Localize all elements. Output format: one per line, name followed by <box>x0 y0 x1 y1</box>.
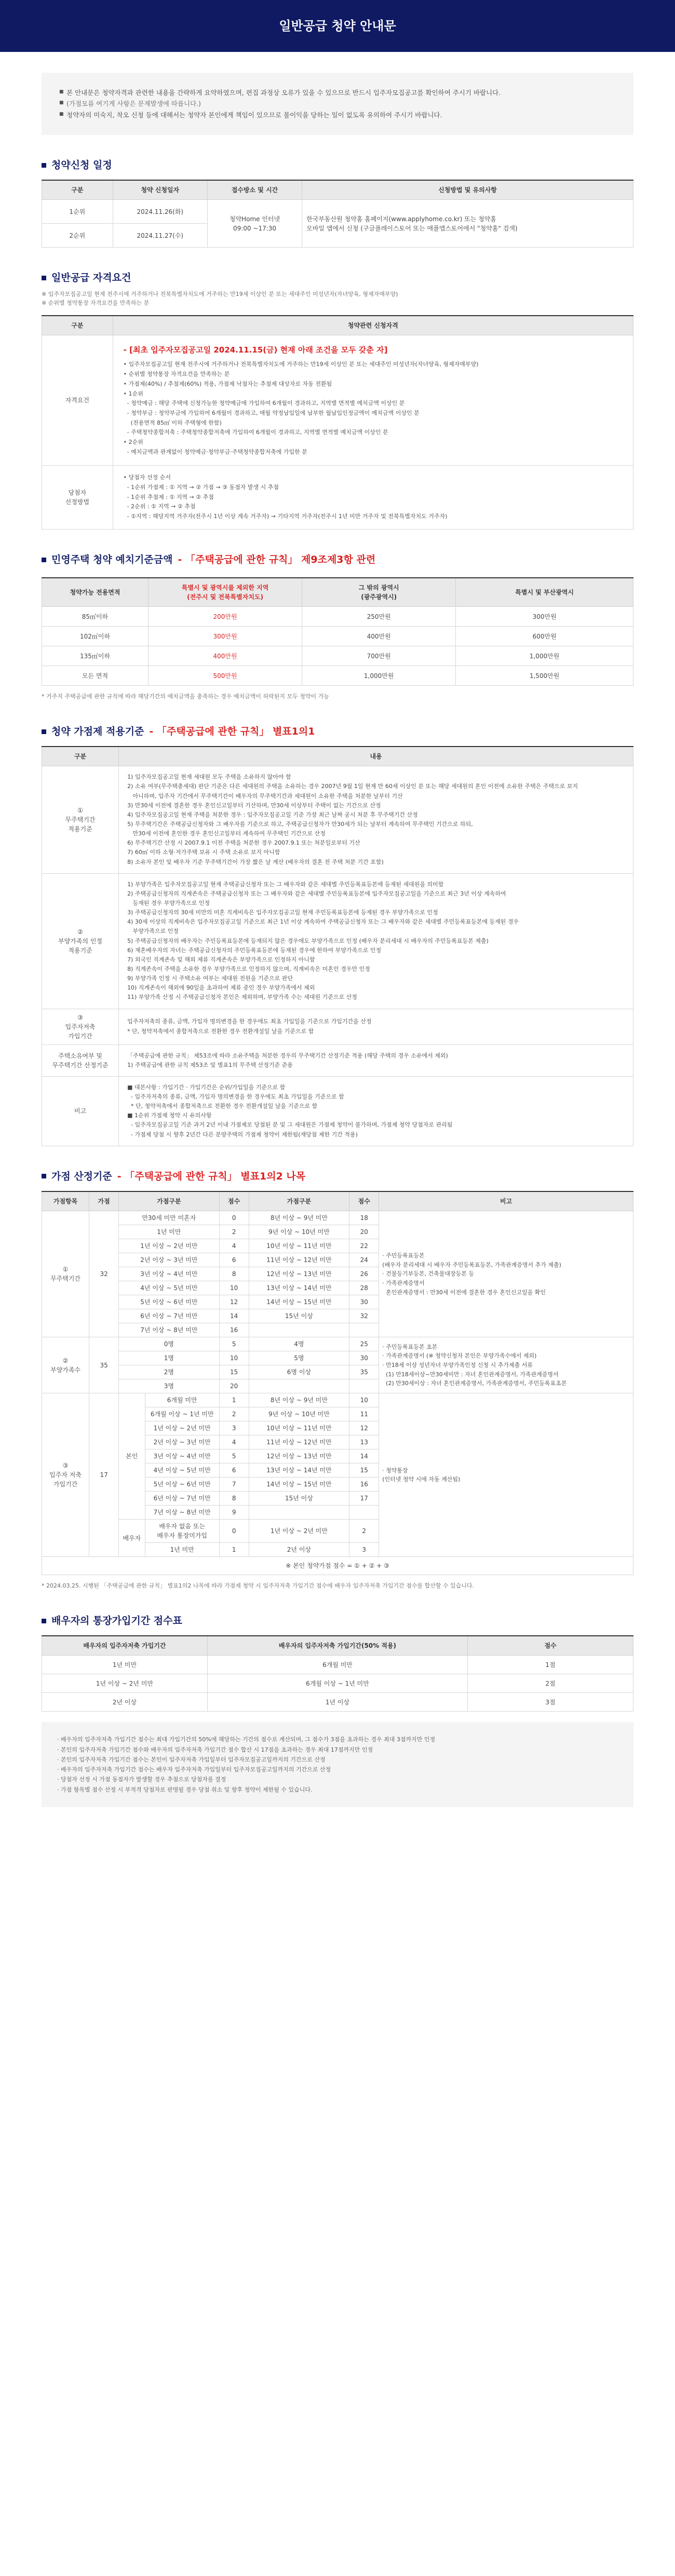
deposit-note: * 거주지 주택공급에 관한 규칙에 따라 해당기간의 예치금액을 충족하는 경우 예치금액이 허락된지 모두 청약이 가능 <box>42 693 329 700</box>
score-range: 6개월 이상 ~ 1년 미만 <box>145 1407 219 1421</box>
score-range: 7년 이상 ~ 8년 미만 <box>119 1323 220 1337</box>
notice-item: ■ 본 안내문은 청약자격과 관련한 내용을 간략하게 요약하였으며, 편집 과정상 오류가 있을 수 있으므로 반드시 입주자모집공고를 확인하여 주시기 바랍니다. <box>59 87 616 98</box>
table-cell: 200만원 <box>148 607 302 627</box>
table-row <box>42 607 633 627</box>
list-line: 3) 만30세 이전에 결혼한 경우 혼인신고일부터 기산하며, 만30세 이상부터 주택이 없는 기간으로 산정 <box>127 802 381 809</box>
list-line: 입주자저축의 종류, 금액, 가입자 명의변경을 한 경우에도 최초 가입일을 기준으로 가입기간을 산정 <box>127 1018 372 1025</box>
deposit-table: 청약가능 전용면적 특별시 및 광역시를 제외한 지역 (전주시 및 전북특별자치도) 그 밖의 광역시 (광주광역시) 특별시 및 부산광역시 85㎡이하 200만원 250만원 300만원 102㎡이하 300만원 400만원 600만원 135㎡이하 400만원 700만원 1,000만원 모든 면적 500만원 1,000만원 1,500만원 <box>42 577 633 686</box>
score-value: 5 <box>219 1337 249 1351</box>
page-header <box>0 0 675 52</box>
list-line: ■ 1순위 가점제 청약 시 유의사항 <box>127 1112 212 1119</box>
list-line: 4) 30세 이상의 직계비속은 입주자모집공고일 기준으로 최근 1년 이상 계속하여 주택공급신청자 또는 그 배우자와 같은 세대별 주민등록표등본에 등재된 경우 <box>127 918 519 926</box>
section-title-score: 가점 산정기준 - 「주택공급에 관한 규칙」 별표1의2 나목 <box>42 1169 633 1184</box>
list-line: • 당첨자 선정 순서 <box>123 474 171 481</box>
notice-item: ■ 청약자의 미숙지, 착오 신청 등에 대해서는 청약자 본인에게 책임이 있으므로 불이익을 당하는 일이 없도록 유의하여 주시기 바랍니다. <box>59 110 616 120</box>
table-cell: 모든 면적 <box>42 666 148 686</box>
table-row <box>42 1337 633 1351</box>
score-group-label: ② 부양가족수 <box>42 1337 89 1393</box>
list-line: - 2순위 : ① 지역 → ② 추첨 <box>123 503 196 510</box>
list-line: · 건물등기부등본, 건축물대장등본 등 <box>382 1270 475 1278</box>
list-line: (전용면적 85㎡ 이하 주택형에 한함) <box>123 419 222 426</box>
note-line: · 가점 항목별 점수 산정 시 부적격 당첨자로 판명될 경우 당첨 취소 및 향후 청약이 제한될 수 있습니다. <box>57 1786 313 1793</box>
list-line: 부양가족으로 인정 <box>127 928 179 935</box>
list-line: 10) 직계존속이 해외에 90일을 초과하여 체류 중인 경우 부양가족에서 제외 <box>127 984 315 992</box>
list-line: 4) 입주자모집공고일 현재 주택을 처분한 경우 : 입주자모집공고일 기준 가장 최근 날짜 공시 처분 후 무주택기간 산정 <box>127 811 418 818</box>
list-line: - 입주자모집공고일 기준 과거 2년 이내 가점제로 당첨된 분 및 그 세대원은 가점제 청약이 불가하며, 가점제 청약 당첨자로 관리됨 <box>127 1121 453 1129</box>
table-row <box>42 646 633 666</box>
score-range: 3년 이상 ~ 4년 미만 <box>145 1449 219 1463</box>
list-line: 2) 소유 여부(무주택총세대) 판단 기준은 다른 세대원의 주택을 소유하는 경우 2007년 9월 1일 현재 만 60세 이상인 분 또는 해당 세대원의 혼인 이전에 소유한 주택은 주택으로 보지 <box>127 783 578 790</box>
list-line: - 청약예금 : 해당 주택에 신청가능한 청약예금에 가입하여 6개월이 경과하고, 지역별 면적별 예치금액 이상인 분 <box>123 400 405 407</box>
score-range <box>249 1323 349 1337</box>
score-range: 5명 <box>249 1351 349 1365</box>
table-row <box>42 1693 633 1712</box>
score-range: 0명 <box>119 1337 220 1351</box>
table-cell: 2년 이상 <box>42 1693 208 1712</box>
table-row <box>42 1393 633 1407</box>
table-cell: 1,000만원 <box>302 666 456 686</box>
list-line: • 순위별 청약통장 자격요건을 만족하는 분 <box>123 371 230 378</box>
table-cell: 1년 이상 ~ 2년 미만 <box>42 1674 208 1693</box>
table-row <box>42 1674 633 1693</box>
score-range: 9년 이상 ~ 10년 미만 <box>249 1407 349 1421</box>
list-line: (배우자 분리세대 시 배우자 주민등록표등본, 가족관계증명서 추가 제출) <box>382 1261 561 1268</box>
list-line: * 단, 청약저축에서 종합저축으로 전환한 경우 전환개설일 날을 기준으로 함 <box>127 1103 318 1110</box>
table-cell: 300만원 <box>456 607 633 627</box>
note-line: · 본인의 입주자저축 가입기간 점수는 본인이 입주자저축 가입일부터 입주자모집공고일까지의 기간으로 산정 <box>57 1756 326 1763</box>
score-value: 22 <box>349 1239 379 1253</box>
table-cell: 1점 <box>468 1656 633 1674</box>
score-value: 7 <box>219 1477 249 1492</box>
list-line: 6) 재혼배우자의 자녀는 주택공급신청자의 주민등록표등본에 등재된 경우에 한하여 부양가족으로 인정 <box>127 946 382 954</box>
criteria-table: 구분 내용 ① 무주택기간 적용기준 1) 입주자모집공고일 현재 세대원 모두 주택을 소유하지 않아야 함 2) 소유 여부(무주택총세대) 판단 기준은 다른 세대원의 주택을 소유하는 경우 2007년 9월 1일 현재 만 60세 이상인 분 또는 해당 세대원의 혼인 이전에 소유한 주택은 주택으로 보지 아니하며, 입주자 기간에서 무주택기간이 배우자의 무주택기간과 세대원이 소유한 주택을 처분한 날부터 기산 3) 만30세 이전에 결혼한 경우 혼인신고일부터 기산하며, 만30세 이상부터 주택이 없는 기간으로 산정 4) 입주자모집공고일 현재 주택을 처분한 경우 : 입주자모집공고일 기준 가장 최근 날짜 공시 처분 후 무주택기간 산정 5) 무주택기간은 주택공급신청자와 그 배우자를 기준으로 하고, 주택공급신청자가 만30세가 되는 날부터 계속하여 무주택인 기간으로 하되, 만30세 이전에 혼인한 경우 혼인신고일부터 계속하여 무주택인 기간으로 산정 6) 무주택기간 산정 시 2007.9.1 이전 주택을 처분한 경우 2007.9.1 또는 처분일로부터 기산 7) 60㎡ 이하 소형·저가주택 보유 시 주택 소유로 보지 아니함 8) 소유자 본인 및 배우자 기준 무주택기간이 가장 짧은 날 계산 (배우자의 결혼 전 주택 처분 기간 포함) ② 부양가족의 인정 적용기준 1) 부양가족은 입주자모집공고일 현재 주택공급신청자 또는 그 배우자와 같은 세대별 주민등록표등본에 등재된 세대원을 의미함 2) 주택공급신청자의 직계존속은 주택공급신청자 또는 그 배우자와 같은 세대별 주민등록표등본에 입주자모집공고일을 기준으로 최근 3년 이상 계속하여 등재된 경우 부양가족으로 인정 3) 주택공급신청자의 30세 미만의 미혼 직계비속은 입주자모집공고일 현재 주민등록표등본에 등재된 경우 부양가족으로 인정 4) 30세 이상의 직계비속은 입주자모집공고일 기준으로 최근 1년 이상 계속하여 주택공급신청자 또는 그 배우자와 같은 세대별 주민등록표등본에 등재된 경우 부양가족으로 인정 5) 주택공급신청자의 배우자는 주민등록표등본에 등재되지 않은 경우에도 부양가족으로 인정 (배우자 분리세대 시 배우자의 주민등록표등본 제출) 6) 재혼배우자의 자녀는 주택공급신청자의 주민등록표등본에 등재된 경우에 한하여 부양가족으로 인정 7) 외국인 직계존속 및 해외 체류 직계존속은 부양가족으로 인정하지 아니함 8) 직계존속이 주택을 소유한 경우 부양가족으로 인정하지 않으며, 직계비속은 미혼인 경우만 인정 9) 부양가족 인정 시 주택소유 여부는 세대원 전원을 기준으로 판단 10) 직계존속이 해외에 90일을 초과하여 체류 중인 경우 부양가족에서 제외 11) 부양가족 산정 시 주택공급신청자 본인은 제외하며, 부양가족 수는 세대원 기준으로 산정 ③ 입주자저축 가입기간 입주자저축의 종류, 금액, 가입자 명의변경을 한 경우에도 최초 가입일을 기준으로 가입기간을 산정 * 단, 청약저축에서 종합저축으로 전환한 경우 전환개설일 날을 기준으로 함 주택소유여부 및 무주택기간 산정기준 「주택공급에 관한 규칙」 제53조에 따라 소유주택을 처분한 경우의 무주택기간 산정기준 적용 (해당 주택의 경우 소유에서 제외) 1) 주택공급에 관한 규칙 제53조 및 별표1의 무주택 산정기준 준용 비고 ■ 대본사항 : 가입기간 · 가입기간은 순위/가입일을 기준으로 함 - 입주자저축의 종류, 금액, 가입자 명의변경을 한 경우에도 최초 가입일을 기준으로 함 * 단, 청약저축에서 종합저축으로 전환한 경우 전환개설일 날을 기준으로 함 ■ 1순위 가점제 청약 시 유의사항 - 입주자모집공고일 기준 과거 2년 이내 가점제로 당첨된 분 및 그 세대원은 가점제 청약이 불가하며, 가점제 청약 당첨자로 관리됨 - 가점제 당첨 시 향후 2년간 다른 분양주택의 가점제 청약이 제한됨(재당첨 제한 기간 적용) <box>42 746 633 1146</box>
score-range: 2년 이상 ~ 3년 미만 <box>119 1253 220 1267</box>
score-sub-label: 배우자 <box>119 1520 145 1557</box>
list-line: - 가점제 당첨 시 향후 2년간 다른 분양주택의 가점제 청약이 제한됨(재당첨 제한 기간 적용) <box>127 1131 358 1138</box>
table-row <box>42 627 633 646</box>
list-line: · 가족관계증명서 <box>382 1280 425 1286</box>
score-range: 13년 이상 ~ 14년 미만 <box>249 1281 349 1295</box>
list-line: - 주택청약종합저축 : 주택청약종합저축에 가입하여 6개월이 경과하고, 지역별 면적별 예치금액 이상인 분 <box>123 429 388 436</box>
section-title-deposit: 민영주택 청약 예치기준금액 - 「주택공급에 관한 규칙」 제9조제3항 관련 <box>42 552 633 567</box>
score-value: 20 <box>219 1379 249 1393</box>
list-line: 혼인관계증명서 : 만30세 이전에 결혼한 경우 혼인신고일을 확인 <box>382 1289 546 1296</box>
list-line: - 1순위 가점제 : ① 지역 → ② 가점 → ③ 동점자 발생 시 추첨 <box>123 484 279 491</box>
list-line: ■ 대본사항 : 가입기간 · 가입기간은 순위/가입일을 기준으로 함 <box>127 1083 286 1091</box>
score-value: 5 <box>219 1449 249 1463</box>
score-value: 20 <box>349 1225 379 1239</box>
score-range: 배우자 없음 또는 배우자 통장미가입 <box>145 1520 219 1543</box>
section-title-spouse: 배우자의 통장가입기간 점수표 <box>42 1614 633 1629</box>
row-content <box>119 1045 633 1076</box>
score-table: 가점항목 가점 가점구분 점수 가점구분 점수 비고 ① 무주택기간 32 만30세 미만 미혼자 0 8년 이상 ~ 9년 미만 18 · 주민등록표등본 (배우자 분리세대 시 배우자 주민등록표등본, 가족관계증명서 추가 제출) · 건물등기부등본, 건축물대장등본 등 · 가족관계증명서 혼인관계증명서 : 만30세 이전에 결혼한 경우 혼인신고일을 확인 1년 미만 2 9년 이상 ~ 10년 미만 20 1년 이상 ~ 2년 미만 4 10년 이상 ~ 11년 미만 22 2년 이상 ~ 3년 미만 6 11년 이상 ~ 12년 미만 24 3년 이상 ~ 4년 미만 8 12년 이상 ~ 13년 미만 26 4년 이상 ~ 5년 미만 10 13년 이상 ~ 14년 미만 28 5년 이상 ~ 6년 미만 12 14년 이상 ~ 15년 미만 30 6년 이상 ~ 7년 미만 14 15년 이상 32 7년 이상 ~ 8년 미만 16 ② 부양가족수 35 0명 5 4명 25 · 주민등록표등본 초본 · 가족관계증명서 (※ 청약신청자 본인은 부양가족수에서 제외) · 만18세 이상 성년자녀 부양가족인정 신청 시 추가제출 서류 (1) 만18세이상~만30세미만 : 자녀 혼인관계증명서, 가족관계증명서 (2) 만30세이상 : 자녀 혼인관계증명서, 가족관계증명서, 주민등록표초본 1명 10 5명 30 2명 15 6명 이상 35 3명 20 ③ 입주자 저축 가입기간 17 본인 6개월 미만 1 8년 이상 ~ 9년 미만 10 · 청약통장 (인터넷 청약 시에 자동 계산됨) 6개월 이상 ~ 1년 미만 2 9년 이상 ~ 10년 미만 11 1년 이상 ~ 2년 미만 3 10년 이상 ~ 11년 미만 12 2년 이상 ~ 3년 미만 4 11년 이상 ~ 12년 미만 13 3년 이상 ~ 4년 미만 5 12년 이상 ~ 13년 미만 14 4년 이상 ~ 5년 미만 6 13년 이상 ~ 14년 미만 15 5년 이상 ~ 6년 미만 7 14년 이상 ~ 15년 미만 16 6년 이상 ~ 7년 미만 8 15년 이상 17 7년 이상 ~ 8년 미만 9 배우자 배우자 없음 또는 배우자 통장미가입 0 1년 이상 ~ 2년 미만 2 1년 미만 1 2년 이상 3 ※ 본인 청약가점 점수 = ① + ② + ③ <box>42 1191 633 1575</box>
score-value: 24 <box>349 1253 379 1267</box>
row-content <box>119 1076 633 1146</box>
score-range: 3명 <box>119 1379 220 1393</box>
table-cell: 300만원 <box>148 627 302 646</box>
schedule-table: 구분 청약 신청일자 접수방소 및 시간 신청방법 및 유의사항 1순위 2024.11.26(화) 청약Home 인터넷 09:00 ~17:30 한국부동산원 청약홈 홈페이지(www.applyhome.co.kr) 또는 청약홈 모바일 앱에서 신청 (구글플레이스토어 또는 애플앱스토어에서 "청약홈" 검색) 2순위 2024.11.27(수) <box>42 180 633 248</box>
qualification-note: ※ 입주자모집공고일 현재 전주시에 거주하거나 전북특별자치도에 거주하는 만19세 이상인 분 또는 세대주인 미성년자(자녀양육, 형제자매부양) <box>42 290 398 297</box>
row-content <box>119 873 633 1009</box>
list-line: 7) 60㎡ 이하 소형·저가주택 보유 시 주택 소유로 보지 아니함 <box>127 849 280 856</box>
table-row <box>42 1045 633 1076</box>
score-range: 1년 미만 <box>119 1225 220 1239</box>
score-value: 16 <box>349 1477 379 1492</box>
note-line: · 당첨자 선정 시 가점 동점자가 발생할 경우 추첨으로 당첨자를 결정 <box>57 1776 226 1783</box>
table-cell: 700만원 <box>302 646 456 666</box>
section-title-qualification: 일반공급 자격요건 <box>42 270 633 286</box>
score-range: 10년 이상 ~ 11년 미만 <box>249 1421 349 1435</box>
score-range: 2명 <box>119 1365 220 1379</box>
row-content <box>119 766 633 873</box>
score-value: 0 <box>219 1520 249 1543</box>
score-value: 4 <box>219 1239 249 1253</box>
score-value: 9 <box>219 1506 249 1520</box>
list-line: (인터넷 청약 시에 자동 계산됨) <box>382 1476 461 1483</box>
list-line: (2) 만30세이상 : 자녀 혼인관계증명서, 가족관계증명서, 주민등록표초본 <box>382 1380 567 1387</box>
table-cell: 400만원 <box>302 627 456 646</box>
score-range: 11년 이상 ~ 12년 미만 <box>249 1435 349 1449</box>
score-value: 6 <box>219 1463 249 1477</box>
list-line: 1) 주택공급에 관한 규칙 제53조 및 별표1의 무주택 산정기준 준용 <box>127 1061 293 1068</box>
table-cell: 600만원 <box>456 627 633 646</box>
score-range: 6개월 미만 <box>145 1393 219 1407</box>
score-range: 9년 이상 ~ 10년 미만 <box>249 1225 349 1239</box>
list-line: - 입주자저축의 종류, 금액, 가입자 명의변경을 한 경우에도 최초 가입일을 기준으로 함 <box>127 1093 344 1100</box>
score-value <box>349 1379 379 1393</box>
score-value: 13 <box>349 1435 379 1449</box>
score-value: 2 <box>219 1225 249 1239</box>
score-value: 32 <box>349 1309 379 1323</box>
score-range: 8년 이상 ~ 9년 미만 <box>249 1393 349 1407</box>
score-range: 3년 이상 ~ 4년 미만 <box>119 1267 220 1281</box>
list-line: • 1순위 <box>123 390 143 397</box>
score-note <box>379 1211 633 1337</box>
score-range: 4명 <box>249 1337 349 1351</box>
score-value: 8 <box>219 1492 249 1506</box>
score-range: 1년 이상 ~ 2년 미만 <box>249 1520 349 1543</box>
list-line: 1) 입주자모집공고일 현재 세대원 모두 주택을 소유하지 않아야 함 <box>127 774 291 781</box>
score-value: 15 <box>349 1463 379 1477</box>
list-line: 8) 직계존속이 주택을 소유한 경우 부양가족으로 인정하지 않으며, 직계비속은 미혼인 경우만 인정 <box>127 966 370 973</box>
score-value: 15 <box>219 1365 249 1379</box>
list-line: 만30세 이전에 혼인한 경우 혼인신고일부터 계속하여 무주택인 기간으로 산정 <box>127 830 326 837</box>
score-range: 8년 이상 ~ 9년 미만 <box>249 1211 349 1225</box>
score-value: 17 <box>349 1492 379 1506</box>
list-line: 1) 부양가족은 입주자모집공고일 현재 주택공급신청자 또는 그 배우자와 같은 세대별 주민등록표등본에 등재된 세대원을 의미함 <box>127 880 444 888</box>
score-sub-label: 본인 <box>119 1393 145 1520</box>
table-row <box>42 666 633 686</box>
table-row <box>42 873 633 1009</box>
qualification-note: ※ 순위별 청약통장 자격요건을 만족하는 분 <box>42 300 150 307</box>
spouse-table: 배우자의 입주자저축 가입기간 배우자의 입주자저축 가입기간(50% 적용) 점수 1년 미만 6개월 미만 1점 1년 이상 ~ 2년 미만 6개월 이상 ~ 1년 미만 2점 2년 이상 1년 이상 3점 <box>42 1635 633 1712</box>
score-value: 3 <box>349 1543 379 1557</box>
list-line: - 1순위 추첨제 : ① 지역 → ② 추첨 <box>123 493 214 500</box>
list-line: · 만18세 이상 성년자녀 부양가족인정 신청 시 추가제출 서류 <box>382 1361 533 1368</box>
score-value: 4 <box>219 1435 249 1449</box>
score-range: 4년 이상 ~ 5년 미만 <box>119 1281 220 1295</box>
score-range: 13년 이상 ~ 14년 미만 <box>249 1463 349 1477</box>
score-range: 15년 이상 <box>249 1309 349 1323</box>
score-value: 2 <box>219 1407 249 1421</box>
bullet-square-icon <box>42 558 46 562</box>
table-cell: 6개월 이상 ~ 1년 미만 <box>207 1674 467 1693</box>
score-value: 30 <box>349 1351 379 1365</box>
notice-box <box>42 73 633 135</box>
note-line: · 배우자의 입주자저축 가입기간 점수는 최대 가입기간의 50%에 해당하는 기간의 점수로 계산되며, 그 점수가 3점을 초과하는 경우 최대 3점까지만 인정 <box>57 1736 436 1743</box>
table-cell: 250만원 <box>302 607 456 627</box>
score-range: 7년 이상 ~ 8년 미만 <box>145 1506 219 1520</box>
score-value: 8 <box>219 1267 249 1281</box>
score-range: 12년 이상 ~ 13년 미만 <box>249 1449 349 1463</box>
bullet-square-icon <box>42 1619 46 1623</box>
list-line: • 입주자모집공고일 현재 전주시에 거주하거나 전북특별자치도에 거주하는 만19세 이상인 분 또는 세대주인 미성년자(자녀양육, 형제자매부양) <box>123 361 479 368</box>
score-range: 14년 이상 ~ 15년 미만 <box>249 1295 349 1309</box>
table-cell: 400만원 <box>148 646 302 666</box>
score-value: 25 <box>349 1337 379 1351</box>
table-cell: 85㎡이하 <box>42 607 148 627</box>
score-range: 12년 이상 ~ 13년 미만 <box>249 1267 349 1281</box>
table-cell: 135㎡이하 <box>42 646 148 666</box>
score-value: 10 <box>349 1393 379 1407</box>
score-range: 2년 이상 <box>249 1543 349 1557</box>
score-footnote: * 2024.03.25. 시행된 「주택공급에 관한 규칙」 별표1의2 나목에 따라 가점제 청약 시 입주자저축 가입기간 점수에 배우자 입주자저축 가입기간 점수를 합산할 수 있습니다. <box>42 1582 475 1590</box>
list-line: 「주택공급에 관한 규칙」 제53조에 따라 소유주택을 처분한 경우의 무주택기간 산정기준 적용 (해당 주택의 경우 소유에서 제외) <box>127 1052 448 1059</box>
score-range: 10년 이상 ~ 11년 미만 <box>249 1239 349 1253</box>
score-total: ※ 본인 청약가점 점수 = ① + ② + ③ <box>42 1557 633 1575</box>
list-line: · 가족관계증명서 (※ 청약신청자 본인은 부양가족수에서 제외) <box>382 1352 537 1360</box>
score-range <box>249 1379 349 1393</box>
section-title-criteria: 청약 가점제 적용기준 - 「주택공급에 관한 규칙」 별표1의1 <box>42 724 633 739</box>
table-cell: 500만원 <box>148 666 302 686</box>
table-row: 자격요건 - [최초 입주자모집공고일 2024.11.15(금) 현재 아래 조건을 모두 갖춘 자] • 입주자모집공고일 현재 전주시에 거주하거나 전북특별자치도에 거주하는 만19세 이상인 분 또는 세대주인 미성년자(자녀양육, 형제자매부양) • 순위별 청약통장 자격요건을 만족하는 분 • 가점제(40%) / 추첨제(60%) 적용, 가점제 낙첨자는 추첨제 대상자로 자동 전환됨 • 1순위 - 청약예금 : 해당 주택에 신청가능한 청약예금에 가입하여 6개월이 경과하고, 지역별 면적별 예치금액 이상인 분 - 청약부금 : 청약부금에 가입하여 6개월이 경과하고, 매월 약정납입일에 납부한 월납입인정금액이 예치금액 이상인 분 (전용면적 85㎡ 이하 주택형에 한함) - 주택청약종합저축 : 주택청약종합저축에 가입하여 6개월이 경과하고, 지역별 면적별 예치금액 이상인 분 • 2순위 - 예치금액과 관계없이 청약예금·청약부금·주택청약종합저축에 가입한 분 <box>42 335 633 465</box>
list-line: • 2순위 <box>123 438 143 445</box>
list-line: * 단, 청약저축에서 종합저축으로 전환한 경우 전환개설일 날을 기준으로 함 <box>127 1027 314 1035</box>
list-line: - ①지역 : 해당지역 거주자(전주시 1년 이상 계속 거주자) → 기타지역 거주자(전주시 1년 미만 거주자 및 전북특별자치도 거주자) <box>123 513 448 520</box>
note-line: · 배우자의 입주자저축 가입기간 점수는 배우자 입주자저축 가입일부터 입주자모집공고일까지의 기간으로 산정 <box>57 1766 331 1773</box>
score-value: 3 <box>219 1421 249 1435</box>
row-label: 비고 <box>42 1076 119 1146</box>
list-line: 5) 주택공급신청자의 배우자는 주민등록표등본에 등재되지 않은 경우에도 부양가족으로 인정 (배우자 분리세대 시 배우자의 주민등록표등본 제출) <box>127 937 489 944</box>
table-row: 1순위 2024.11.26(화) 청약Home 인터넷 09:00 ~17:30 한국부동산원 청약홈 홈페이지(www.applyhome.co.kr) 또는 청약홈 모바일 앱에서 신청 (구글플레이스토어 또는 애플앱스토어에서 "청약홈" 검색) <box>42 200 633 224</box>
qualification-table: 구분 청약관련 신청자격 자격요건 - [최초 입주자모집공고일 2024.11.15(금) 현재 아래 조건을 모두 갖춘 자] • 입주자모집공고일 현재 전주시에 거주하거나 전북특별자치도에 거주하는 만19세 이상인 분 또는 세대주인 미성년자(자녀양육, 형제자매부양) • 순위별 청약통장 자격요건을 만족하는 분 • 가점제(40%) / 추첨제(60%) 적용, 가점제 낙첨자는 추첨제 대상자로 자동 전환됨 • 1순위 - 청약예금 : 해당 주택에 신청가능한 청약예금에 가입하여 6개월이 경과하고, 지역별 면적별 예치금액 이상인 분 - 청약부금 : 청약부금에 가입하여 6개월이 경과하고, 매월 약정납입일에 납부한 월납입인정금액이 예치금액 이상인 분 (전용면적 85㎡ 이하 주택형에 한함) - 주택청약종합저축 : 주택청약종합저축에 가입하여 6개월이 경과하고, 지역별 면적별 예치금액 이상인 분 • 2순위 - 예치금액과 관계없이 청약예금·청약부금·주택청약종합저축에 가입한 분 당첨자 선정방법 • 당첨자 선정 순서 - 1순위 가점제 : ① 지역 → ② 가점 → ③ 동점자 발생 시 추첨 - 1순위 추첨제 : ① 지역 → ② 추첨 - 2순위 : ① 지역 → ② 추첨 - ①지역 : 해당지역 거주자(전주시 1년 이상 계속 거주자) → 기타지역 거주자(전주시 1년 미만 거주자 및 전북특별자치도 거주자) <box>42 315 633 530</box>
score-value: 28 <box>349 1281 379 1295</box>
list-line: 8) 소유자 본인 및 배우자 기준 무주택기간이 가장 짧은 날 계산 (배우자의 결혼 전 주택 처분 기간 포함) <box>127 858 384 865</box>
list-line: 아니하며, 입주자 기간에서 무주택기간이 배우자의 무주택기간과 세대원이 소유한 주택을 처분한 날부터 기산 <box>127 792 403 799</box>
row-content <box>119 1009 633 1045</box>
row-label: ① 무주택기간 적용기준 <box>42 766 119 873</box>
table-cell: 1년 미만 <box>42 1656 208 1674</box>
score-value: 26 <box>349 1267 379 1281</box>
notice-sub: ■ (가점모름 여기게 사항은 문제발생에 따릅니다.) <box>59 98 616 109</box>
table-cell: 6개월 미만 <box>207 1656 467 1674</box>
bullet-square-icon <box>42 729 46 734</box>
score-value <box>349 1323 379 1337</box>
score-value: 12 <box>349 1421 379 1435</box>
score-range: 14년 이상 ~ 15년 미만 <box>249 1477 349 1492</box>
score-range: 5년 이상 ~ 6년 미만 <box>119 1295 220 1309</box>
section-title-schedule: 청약신청 일정 <box>42 158 633 173</box>
table-cell: 1년 이상 <box>207 1693 467 1712</box>
table-cell: 102㎡이하 <box>42 627 148 646</box>
score-note <box>379 1337 633 1393</box>
score-value: 14 <box>349 1449 379 1463</box>
score-value: 14 <box>219 1309 249 1323</box>
score-value: 12 <box>219 1295 249 1309</box>
list-line: 7) 외국인 직계존속 및 해외 체류 직계존속은 부양가족으로 인정하지 아니함 <box>127 956 315 963</box>
list-line: · 청약통장 <box>382 1467 408 1474</box>
score-value: 6 <box>219 1253 249 1267</box>
note-line: · 본인의 입주자저축 가입기간 점수와 배우자의 입주자저축 가입기간 점수 합산 시 17점을 초과하는 경우 최대 17점까지만 인정 <box>57 1746 373 1753</box>
list-line: 2) 주택공급신청자의 직계존속은 주택공급신청자 또는 그 배우자와 같은 세대별 주민등록표등본에 입주자모집공고일을 기준으로 최근 3년 이상 계속하여 <box>127 890 506 897</box>
score-range <box>249 1506 349 1520</box>
score-range: 6명 이상 <box>249 1365 349 1379</box>
list-line: • 가점제(40%) / 추첨제(60%) 적용, 가점제 낙첨자는 추첨제 대상자로 자동 전환됨 <box>123 380 332 387</box>
bullet-square-icon <box>42 276 46 280</box>
score-value <box>349 1506 379 1520</box>
page-title: 일반공급 청약 안내문 <box>279 19 396 33</box>
table-row: 당첨자 선정방법 • 당첨자 선정 순서 - 1순위 가점제 : ① 지역 → ② 가점 → ③ 동점자 발생 시 추첨 - 1순위 추첨제 : ① 지역 → ② 추첨 - 2순위 : ① 지역 → ② 추첨 - ①지역 : 해당지역 거주자(전주시 1년 이상 계속 거주자) → 기타지역 거주자(전주시 1년 미만 거주자 및 전북특별자치도 거주자) <box>42 466 633 529</box>
list-line: 등재된 경우 부양가족으로 인정 <box>127 900 210 907</box>
list-line: 3) 주택공급신청자의 30세 미만의 미혼 직계비속은 입주자모집공고일 현재 주민등록표등본에 등재된 경우 부양가족으로 인정 <box>127 909 438 916</box>
bullet-square-icon <box>42 163 46 168</box>
score-max: 32 <box>89 1211 119 1337</box>
table-row <box>42 1211 633 1225</box>
table-row <box>42 1076 633 1146</box>
list-line: 9) 부양가족 인정 시 주택소유 여부는 세대원 전원을 기준으로 판단 <box>127 975 293 982</box>
score-range: 1년 이상 ~ 2년 미만 <box>145 1421 219 1435</box>
score-value: 11 <box>349 1407 379 1421</box>
score-value: 0 <box>219 1211 249 1225</box>
table-cell: 2점 <box>468 1674 633 1693</box>
score-value: 2 <box>349 1520 379 1543</box>
bullet-square-icon <box>42 1174 46 1178</box>
score-max: 17 <box>89 1393 119 1557</box>
score-range: 15년 이상 <box>249 1492 349 1506</box>
score-range: 1년 이상 ~ 2년 미만 <box>119 1239 220 1253</box>
score-value: 30 <box>349 1295 379 1309</box>
score-range: 6년 이상 ~ 7년 미만 <box>119 1309 220 1323</box>
score-group-label: ③ 입주자 저축 가입기간 <box>42 1393 89 1557</box>
list-line: · 주민등록표등본 <box>382 1252 425 1259</box>
score-range: 4년 이상 ~ 5년 미만 <box>145 1463 219 1477</box>
list-line: 11) 부양가족 산정 시 주택공급신청자 본인은 제외하며, 부양가족 수는 세대원 기준으로 산정 <box>127 994 357 1001</box>
score-range: 11년 이상 ~ 12년 미만 <box>249 1253 349 1267</box>
bottom-notes <box>42 1722 633 1807</box>
score-value: 1 <box>219 1393 249 1407</box>
list-line: - 청약부금 : 청약부금에 가입하여 6개월이 경과하고, 매월 약정납입일에 납부한 월납입인정금액이 예치금액 이상인 분 <box>123 409 420 416</box>
score-value: 10 <box>219 1351 249 1365</box>
score-value: 10 <box>219 1281 249 1295</box>
score-value: 18 <box>349 1211 379 1225</box>
list-line: · 주민등록표등본 초본 <box>382 1343 438 1350</box>
score-note <box>379 1393 633 1557</box>
score-group-label: ① 무주택기간 <box>42 1211 89 1337</box>
table-cell: 1,500만원 <box>456 666 633 686</box>
table-cell: 1,000만원 <box>456 646 633 666</box>
list-line: 6) 무주택기간 산정 시 2007.9.1 이전 주택을 처분한 경우 2007.9.1 또는 처분일로부터 기산 <box>127 839 360 847</box>
score-range: 5년 이상 ~ 6년 미만 <box>145 1477 219 1492</box>
score-value: 1 <box>219 1543 249 1557</box>
row-label: ③ 입주자저축 가입기간 <box>42 1009 119 1045</box>
table-row: 2순위 2024.11.27(수) <box>42 224 633 248</box>
score-range: 6년 이상 ~ 7년 미만 <box>145 1492 219 1506</box>
score-range: 만30세 미만 미혼자 <box>119 1211 220 1225</box>
table-row <box>42 1656 633 1674</box>
row-label: 주택소유여부 및 무주택기간 산정기준 <box>42 1045 119 1076</box>
table-row <box>42 1009 633 1045</box>
score-max: 35 <box>89 1337 119 1393</box>
list-line: (1) 만18세이상~만30세미만 : 자녀 혼인관계증명서, 가족관계증명서 <box>382 1371 559 1378</box>
score-range: 1명 <box>119 1351 220 1365</box>
list-line: 5) 무주택기간은 주택공급신청자와 그 배우자를 기준으로 하고, 주택공급신청자가 만30세가 되는 날부터 계속하여 무주택인 기간으로 하되, <box>127 821 473 828</box>
score-value: 35 <box>349 1365 379 1379</box>
table-row <box>42 766 633 873</box>
list-line: - 예치금액과 관계없이 청약예금·청약부금·주택청약종합저축에 가입한 분 <box>123 448 307 455</box>
row-label: ② 부양가족의 인정 적용기준 <box>42 873 119 1009</box>
score-range: 2년 이상 ~ 3년 미만 <box>145 1435 219 1449</box>
score-range: 1년 미만 <box>145 1543 219 1557</box>
table-cell: 3점 <box>468 1693 633 1712</box>
score-value: 16 <box>219 1323 249 1337</box>
